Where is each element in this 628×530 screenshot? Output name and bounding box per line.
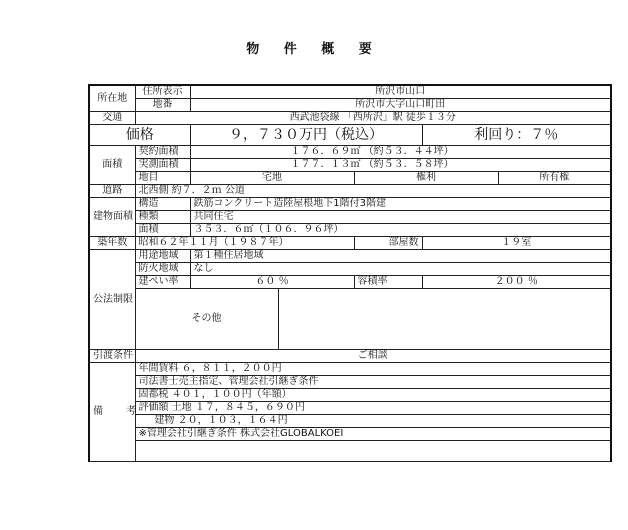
far-label: 容積率: [354, 276, 422, 289]
road-value: 北西側 約７．２ｍ 公道: [135, 185, 611, 198]
measured-area-value: １７７．１３㎡ （約５３．５８坪）: [190, 159, 611, 172]
built-header: 築年数: [89, 237, 135, 250]
rooms-value: １９室: [422, 237, 611, 250]
other-value: [278, 289, 611, 350]
other-label: その他: [135, 289, 278, 350]
address-value: 所沢市山口: [190, 85, 611, 99]
right-label: 権利: [354, 172, 498, 185]
price-value: ９，７３０万円（税込）: [190, 125, 422, 146]
zoning-value: 第１種住居地域: [190, 250, 611, 263]
building-type-value: 共同住宅: [190, 211, 611, 224]
remarks-line: 年間賃料 ６，８１１，２００円: [135, 363, 611, 376]
land-category-label: 地目: [135, 172, 190, 185]
coverage-label: 建ぺい率: [135, 276, 190, 289]
built-value: 昭和６２年１１月（１９８７年）: [135, 237, 354, 250]
location-header: 所在地: [89, 85, 135, 112]
transport-value: 西武池袋線 「西所沢」駅 徒歩１３分: [135, 112, 611, 125]
delivery-value: ご相談: [135, 350, 611, 363]
address-label: 住所表示: [135, 85, 190, 99]
remarks-line: 司法書士売主指定、管理会社引継ぎ条件: [135, 376, 611, 389]
right-value: 所有権: [498, 172, 611, 185]
remarks-header: 備 考: [89, 363, 135, 462]
remarks-line: 建物 ２０，１０３，１６４円: [135, 415, 611, 428]
regulations-header: 公法制限: [89, 250, 135, 350]
remarks-line: 固都税 ４０１，１００円（年額）: [135, 389, 611, 402]
remarks-line: ※管理会社引継ぎ条件 株式会社GLOBALKOEI: [135, 428, 611, 441]
building-type-label: 種類: [135, 211, 190, 224]
area-header: 面積: [89, 146, 135, 185]
yield-value: 利回り：７％: [422, 125, 611, 146]
structure-label: 構造: [135, 198, 190, 211]
zoning-label: 用途地域: [135, 250, 190, 263]
building-area-label: 面積: [135, 224, 190, 237]
contract-area-label: 契約面積: [135, 146, 190, 159]
fire-zone-value: なし: [190, 263, 611, 276]
road-header: 道路: [89, 185, 135, 198]
transport-header: 交通: [89, 112, 135, 125]
remarks-line: [135, 441, 611, 462]
delivery-header: 引渡条件: [89, 350, 135, 363]
fire-zone-label: 防火地域: [135, 263, 190, 276]
coverage-value: ６０ ％: [190, 276, 354, 289]
property-summary-table: [88, 84, 612, 462]
page-title: 物 件 概 要: [246, 42, 382, 57]
lot-label: 地番: [135, 99, 190, 112]
building-area-value: ３５３．６㎡（１０６．９６坪）: [190, 224, 611, 237]
structure-value: 鉄筋コンクリート造陸屋根地下1階付3階建: [190, 198, 611, 211]
land-category-value: 宅地: [190, 172, 354, 185]
measured-area-label: 実測面積: [135, 159, 190, 172]
lot-value: 所沢市大字山口町田: [190, 99, 611, 112]
building-header: 建物面積: [89, 198, 135, 237]
rooms-label: 部屋数: [354, 237, 422, 250]
far-value: ２００ ％: [422, 276, 611, 289]
remarks-line: 評価額 土地 １７，８４５，６９０円: [135, 402, 611, 415]
contract-area-value: １７６．６９㎡ （約５３．４４坪）: [190, 146, 611, 159]
price-header: 価格: [89, 125, 190, 146]
